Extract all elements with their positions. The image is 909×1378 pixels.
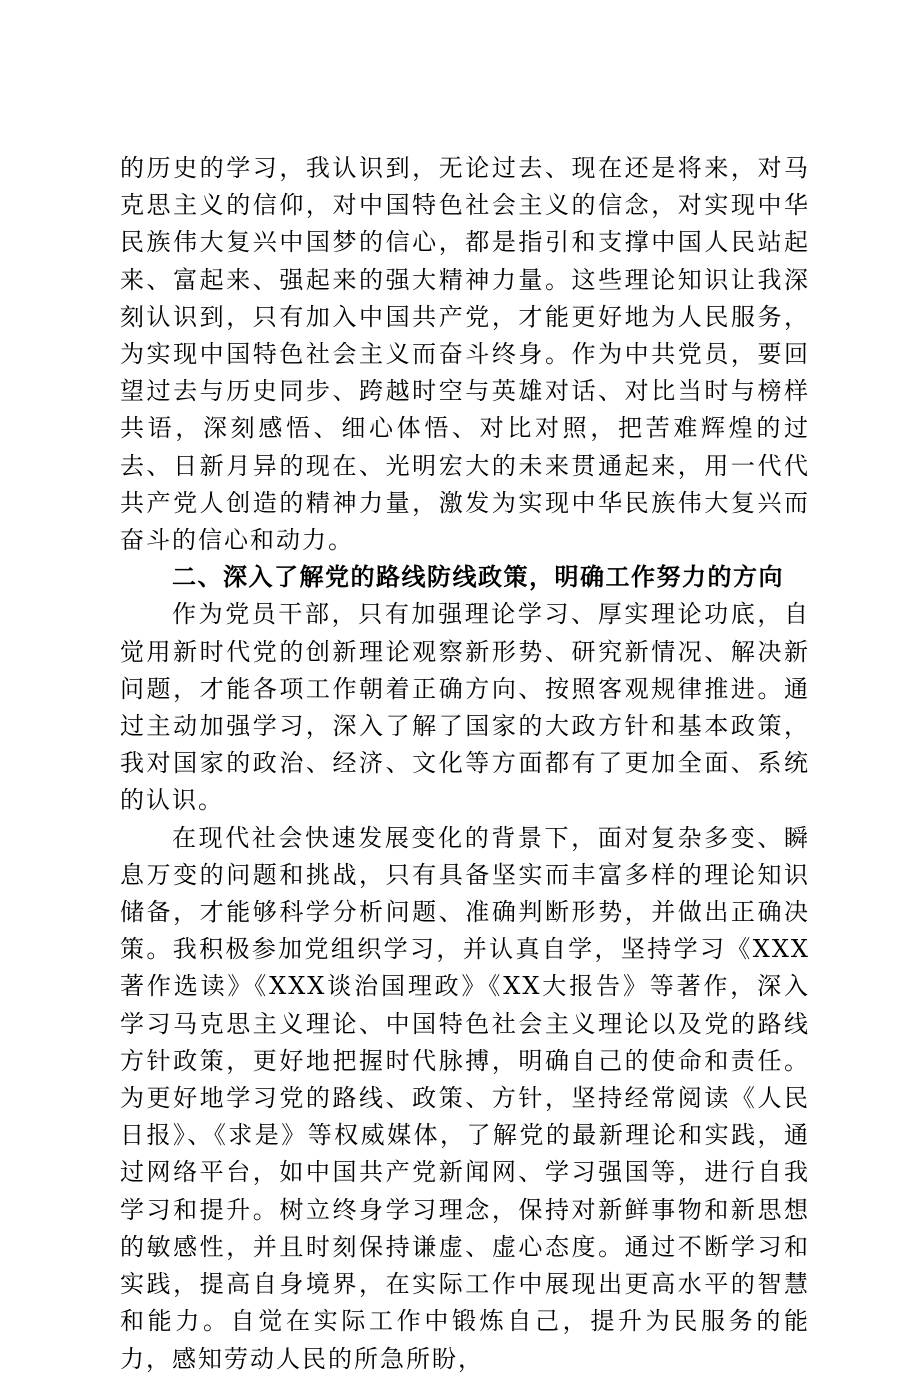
document-body xyxy=(120,150,810,1378)
paragraph: 在现代社会快速发展变化的背景下，面对复杂多变、瞬息万变的问题和挑战，只有具备坚实而丰富多样的理论知识储备，才能够科学分析问题、准确判断形势，并做出正确决策。我积极参加党组织学习，并认真自学，坚持学习《XXX著作选读》《XXX谈治国理政》《XX大报告》等著作，深入学习马克思主义理论、中国特色社会主义理论以及党的路线方针政策，更好地把握时代脉搏，明确自己的使命和责任。为更好地学习党的路线、政策、方针，坚持经常阅读《人民日报》、《求是》等权威媒体，了解党的最新理论和实践，通过网络平台，如中国共产党新闻网、学习强国等，进行自我学习和提升。树立终身学习理念，保持对新鲜事物和新思想的敏感性，并且时刻保持谦虚、虚心态度。通过不断学习和实践，提高自身境界，在实际工作中展现出更高水平的智慧和能力。自觉在实际工作中锻炼自己，提升为民服务的能力，感知劳动人民的所急所盼， xyxy=(120,823,810,1373)
section-heading: 二、深入了解党的路线防线政策，明确工作努力的方向 xyxy=(172,563,784,592)
paragraph: 作为党员干部，只有加强理论学习、厚实理论功底，自觉用新时代党的创新理论观察新形势、研究新情况、解决新问题，才能各项工作朝着正确方向、按照客观规律推进。通过主动加强学习，深入了解了国家的大政方针和基本政策，我对国家的政治、经济、文化等方面都有了更加全面、系统的认识。 xyxy=(120,600,810,815)
paragraph-continued: 的历史的学习，我认识到，无论过去、现在还是将来，对马克思主义的信仰，对中国特色社会主义的信念，对实现中华民族伟大复兴中国梦的信心，都是指引和支撑中国人民站起来、富起来、强起来的强大精神力量。这些理论知识让我深刻认识到，只有加入中国共产党，才能更好地为人民服务，为实现中国特色社会主义而奋斗终身。作为中共党员，要回望过去与历史同步、跨越时空与英雄对话、对比当时与榜样共语，深刻感悟、细心体悟、对比对照，把苦难辉煌的过去、日新月异的现在、光明宏大的未来贯通起来，用一代代共产党人创造的精神力量，激发为实现中华民族伟大复兴而奋斗的信心和动力。 xyxy=(120,154,810,555)
